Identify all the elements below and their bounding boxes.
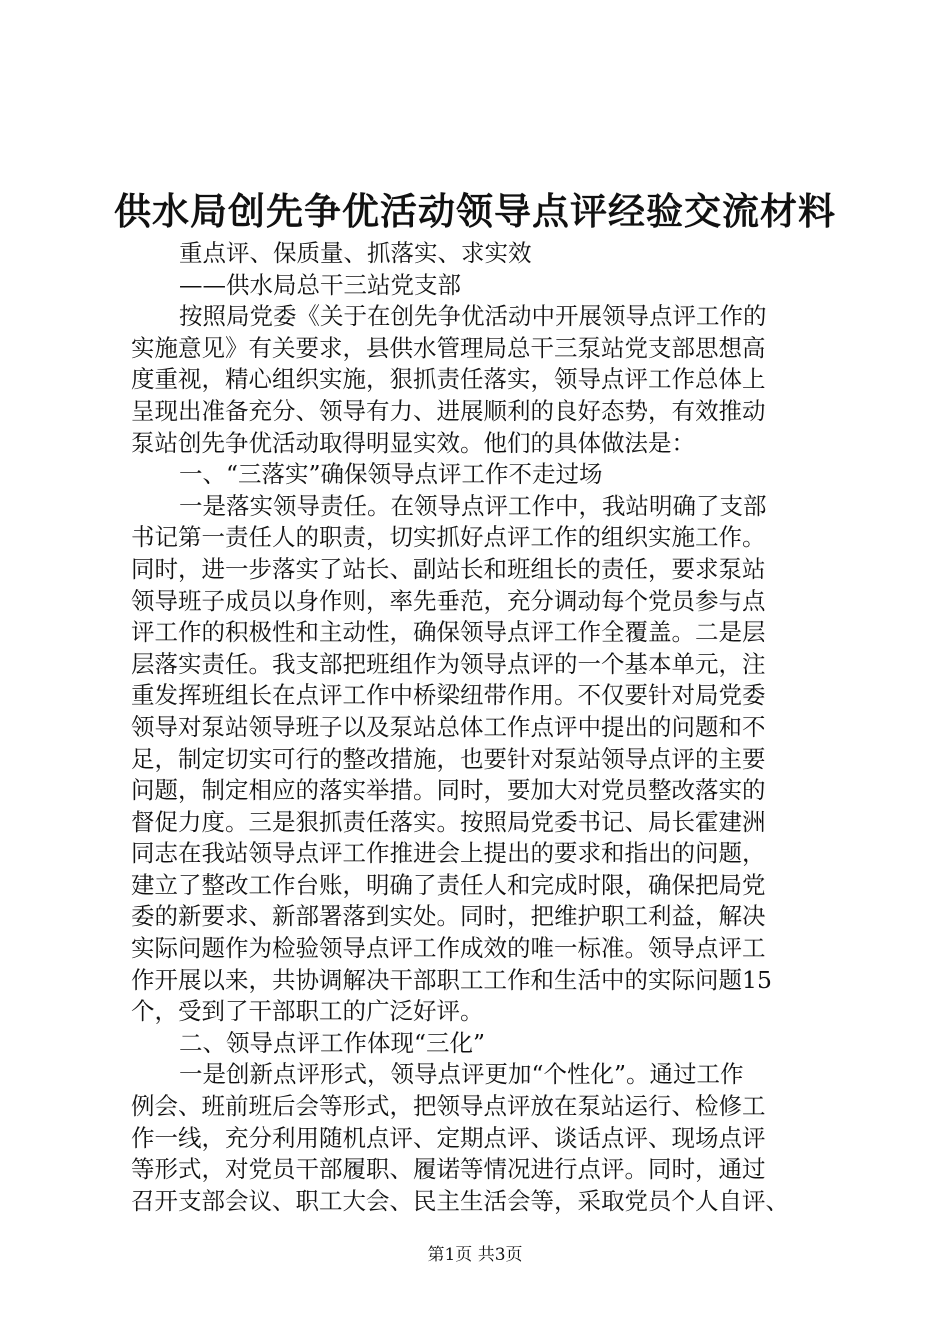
body-line: 实施意见》有关要求，县供水管理局总干三泵站党支部思想高: [131, 333, 766, 362]
body-line: 层落实责任。我支部把班组作为领导点评的一个基本单元，注: [131, 649, 766, 678]
body-line: 呈现出准备充分、领导有力、进展顺利的良好态势，有效推动: [131, 396, 766, 425]
body-line: 足，制定切实可行的整改措施，也要针对泵站领导点评的主要: [131, 744, 766, 773]
body-line: 同志在我站领导点评工作推进会上提出的要求和指出的问题，: [131, 839, 766, 868]
body-line: 同时，进一步落实了站长、副站长和班组长的责任，要求泵站: [131, 554, 766, 583]
body-line: 二、领导点评工作体现“三化”: [179, 1028, 486, 1057]
body-line: 度重视，精心组织实施，狠抓责任落实，领导点评工作总体上: [131, 365, 766, 394]
body-line: 例会、班前班后会等形式，把领导点评放在泵站运行、检修工: [131, 1092, 766, 1121]
body-line: 评工作的积极性和主动性，确保领导点评工作全覆盖。二是层: [131, 618, 766, 647]
body-line: 重点评、保质量、抓落实、求实效: [179, 239, 532, 267]
body-line: ——供水局总干三站党支部: [179, 270, 461, 299]
document-title: 供水局创先争优活动领导点评经验交流材料: [114, 189, 836, 233]
page-footer: 第1页 共3页: [427, 1245, 523, 1265]
body-line: 按照局党委《关于在创先争优活动中开展领导点评工作的: [179, 302, 767, 331]
body-line: 一、“三落实”确保领导点评工作不走过场: [179, 460, 603, 489]
body-line: 召开支部会议、职工大会、民主生活会等，采取党员个人自评、: [131, 1186, 789, 1215]
body-line: 一是落实领导责任。在领导点评工作中，我站明确了支部: [179, 491, 767, 520]
body-line: 等形式，对党员干部履职、履诺等情况进行点评。同时，通过: [131, 1155, 766, 1184]
body-line: 委的新要求、新部署落到实处。同时，把维护职工利益，解决: [131, 902, 766, 931]
body-line: 作开展以来，共协调解决干部职工工作和生活中的实际问题15: [131, 965, 772, 994]
body-line: 一是创新点评形式，领导点评更加“个性化”。通过工作: [179, 1060, 744, 1089]
body-line: 泵站创先争优活动取得明显实效。他们的具体做法是：: [131, 428, 695, 457]
body-line: 书记第一责任人的职责，切实抓好点评工作的组织实施工作。: [131, 523, 766, 552]
body-line: 重发挥班组长在点评工作中桥梁纽带作用。不仅要针对局党委: [131, 681, 766, 710]
body-line: 问题，制定相应的落实举措。同时，要加大对党员整改落实的: [131, 776, 766, 805]
body-line: 领导对泵站领导班子以及泵站总体工作点评中提出的问题和不: [131, 712, 766, 741]
body-line: 个，受到了干部职工的广泛好评。: [131, 997, 484, 1026]
body-line: 建立了整改工作台账，明确了责任人和完成时限，确保把局党: [131, 870, 766, 899]
body-line: 督促力度。三是狠抓责任落实。按照局党委书记、局长霍建洲: [131, 807, 766, 836]
body-line: 作一线，充分利用随机点评、定期点评、谈话点评、现场点评: [131, 1123, 766, 1152]
document-body: [131, 238, 831, 1217]
body-line: 实际问题作为检验领导点评工作成效的唯一标准。领导点评工: [131, 934, 766, 963]
body-line: 领导班子成员以身作则，率先垂范，充分调动每个党员参与点: [131, 586, 766, 615]
